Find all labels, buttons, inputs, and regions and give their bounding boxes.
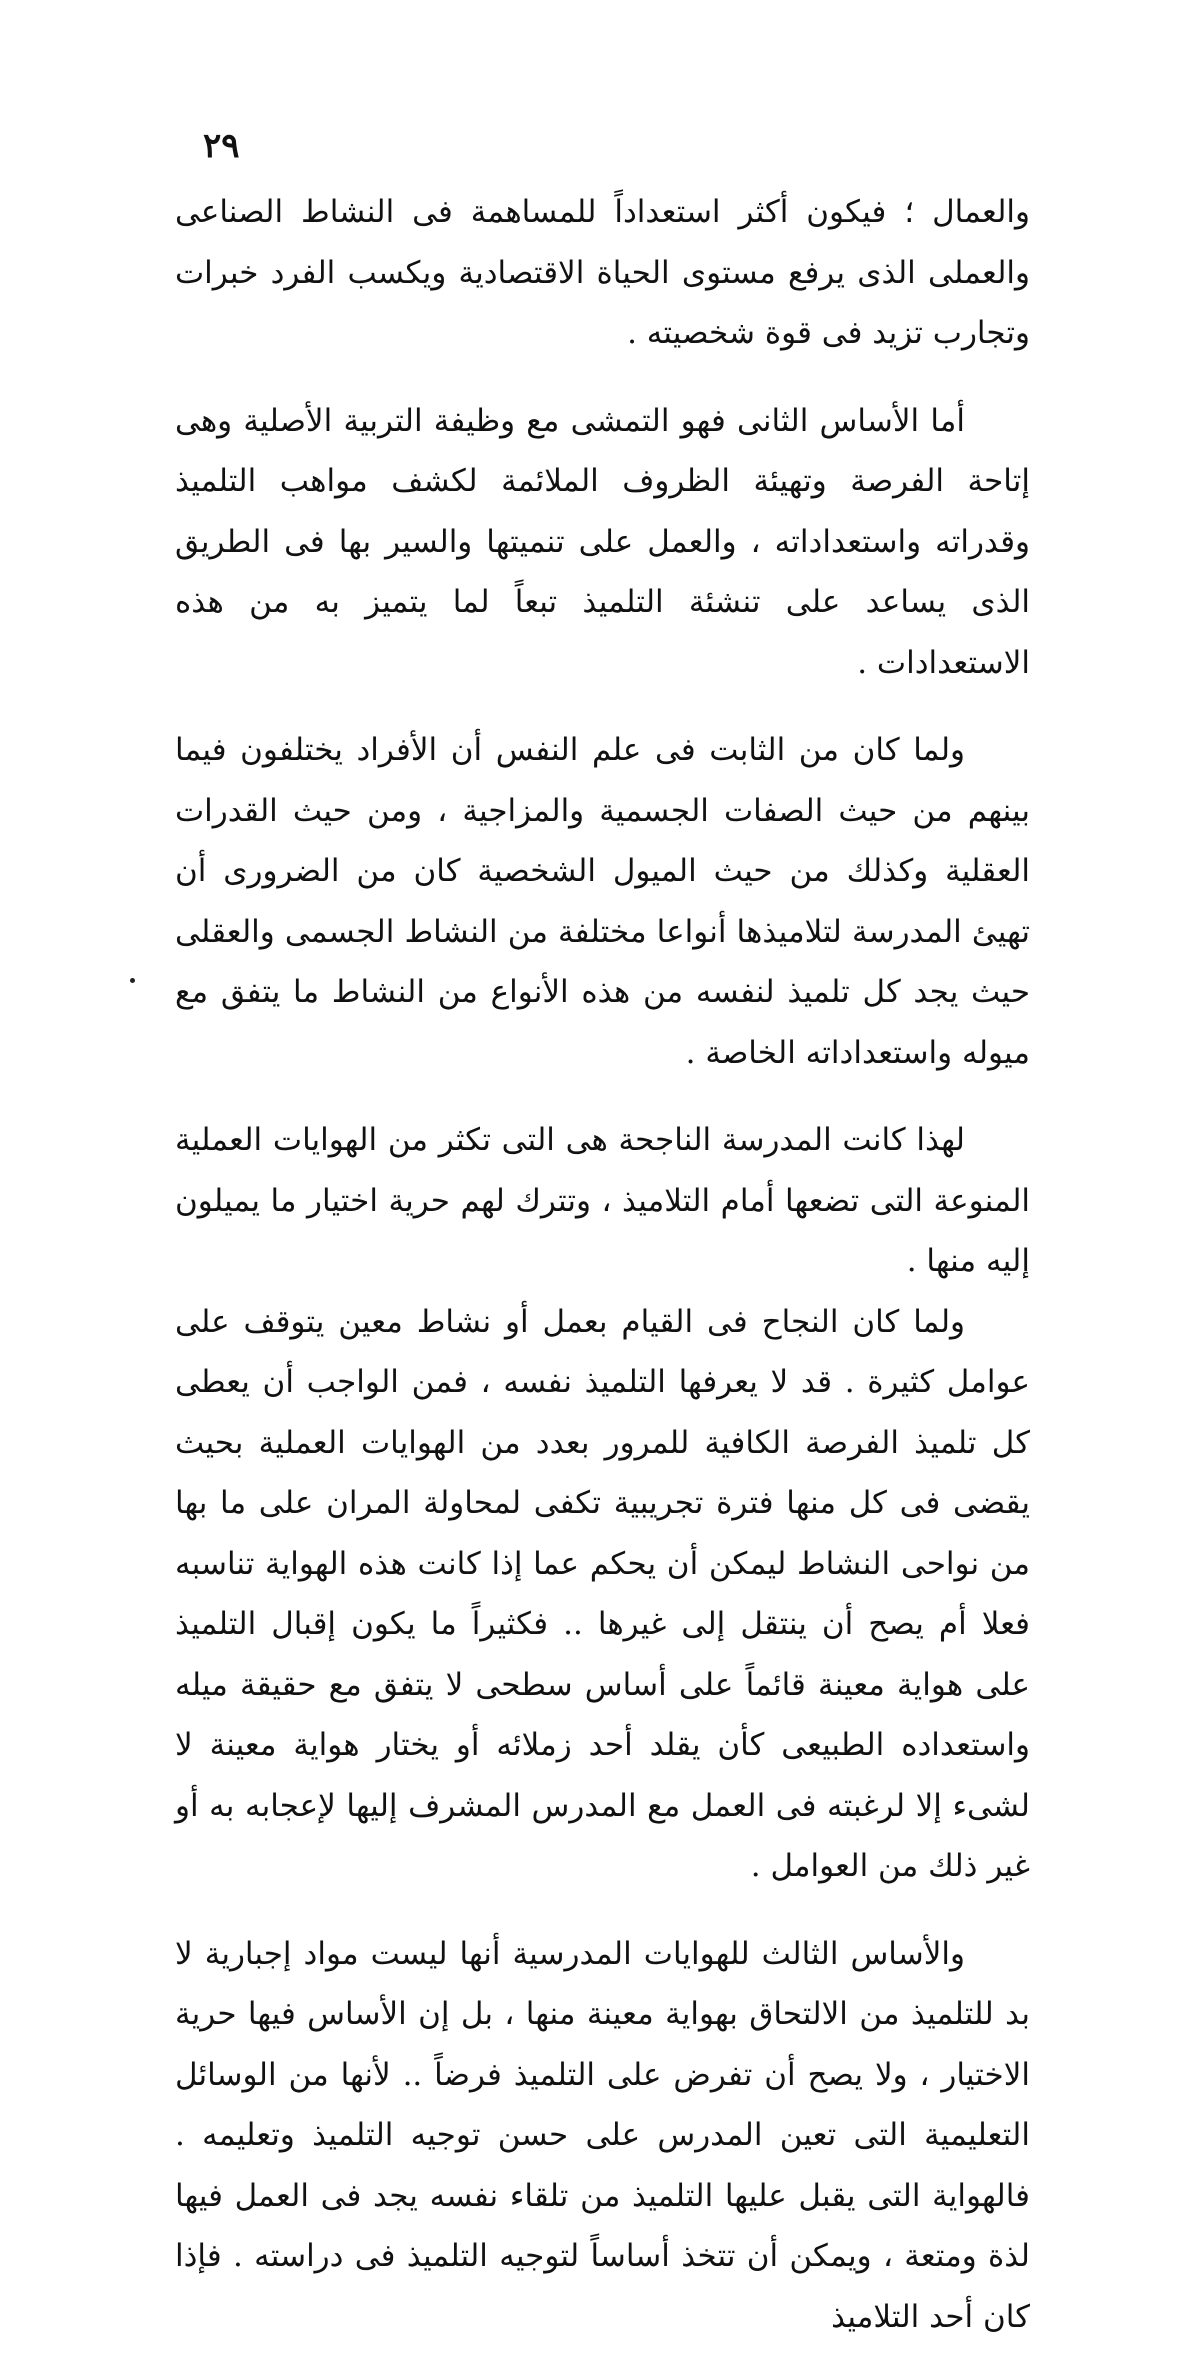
paragraph-3: ولما كان من الثابت فى علم النفس أن الأفراد يختلفون فيما بينهم من حيث الصفات الجسمية والمزاجية ، ومن حيث القدرات العقلية وكذلك من حيث الميول الشخصية كان من الضرورى أن تهيئ المدرسة لتلاميذها أنواعا مختلفة من النشاط الجسمى والعقلى حيث يجد كل تلميذ لنفسه من هذه الأنواع من النشاط ما يتفق مع ميوله واستعداداته الخاصة . bbox=[175, 732, 1030, 1071]
page-body bbox=[175, 182, 1030, 2374]
paragraph-5: ولما كان النجاح فى القيام بعمل أو نشاط معين يتوقف على عوامل كثيرة . قد لا يعرفها التلميذ نفسه ، فمن الواجب أن يعطى كل تلميذ الفرصة الكافية للمرور بعدد من الهوايات العملية بحيث يقضى فى كل منها فترة تجريبية تكفى لمحاولة المران على ما بها من نواحى النشاط ليمكن أن يحكم عما إذا كانت هذه الهواية تناسبه فعلا أم يصح أن ينتقل إلى غيرها .. فكثيراً ما يكون إقبال التلميذ على هواية معينة قائماً على أساس سطحى لا يتفق مع حقيقة ميله واستعداده الطبيعى كأن يقلد أحد زملائه أو يختار هواية معينة لا لشىء إلا لرغبته فى العمل مع المدرس المشرف إليها لإعجابه به أو غير ذلك من العوامل . bbox=[175, 1303, 1030, 1884]
paragraph-2: أما الأساس الثانى فهو التمشى مع وظيفة التربية الأصلية وهى إتاحة الفرصة وتهيئة الظروف الملائمة لكشف مواهب التلميذ وقدراته واستعداداته ، والعمل على تنميتها والسير بها فى الطريق الذى يساعد على تنشئة التلميذ تبعاً لما يتميز به من هذه الاستعدادات . bbox=[175, 402, 1030, 681]
paragraph-4: لهذا كانت المدرسة الناجحة هى التى تكثر من الهوايات العملية المنوعة التى تضعها أمام التلاميذ ، وتترك لهم حرية اختيار ما يميلون إليه منها . bbox=[175, 1122, 1030, 1279]
paragraph-6: والأساس الثالث للهوايات المدرسية أنها ليست مواد إجبارية لا بد للتلميذ من الالتحاق بهواية معينة منها ، بل إن الأساس فيها حرية الاختيار ، ولا يصح أن تفرض على التلميذ فرضاً .. لأنها من الوسائل التعليمية التى تعين المدرس على حسن توجيه التلميذ وتعليمه . فالهواية التى يقبل عليها التلميذ من تلقاء نفسه يجد فى العمل فيها لذة ومتعة ، ويمكن أن تتخذ أساساً لتوجيه التلميذ فى دراسته . فإذا كان أحد التلاميذ bbox=[175, 1935, 1030, 2335]
paragraph-1: والعمال ؛ فيكون أكثر استعداداً للمساهمة فى النشاط الصناعى والعملى الذى يرفع مستوى الحياة الاقتصادية ويكسب الفرد خبرات وتجارب تزيد فى قوة شخصيته . bbox=[175, 194, 1030, 351]
margin-mark bbox=[130, 978, 135, 983]
document-page bbox=[175, 118, 1030, 2335]
page-number: ٢٩ bbox=[203, 126, 240, 166]
